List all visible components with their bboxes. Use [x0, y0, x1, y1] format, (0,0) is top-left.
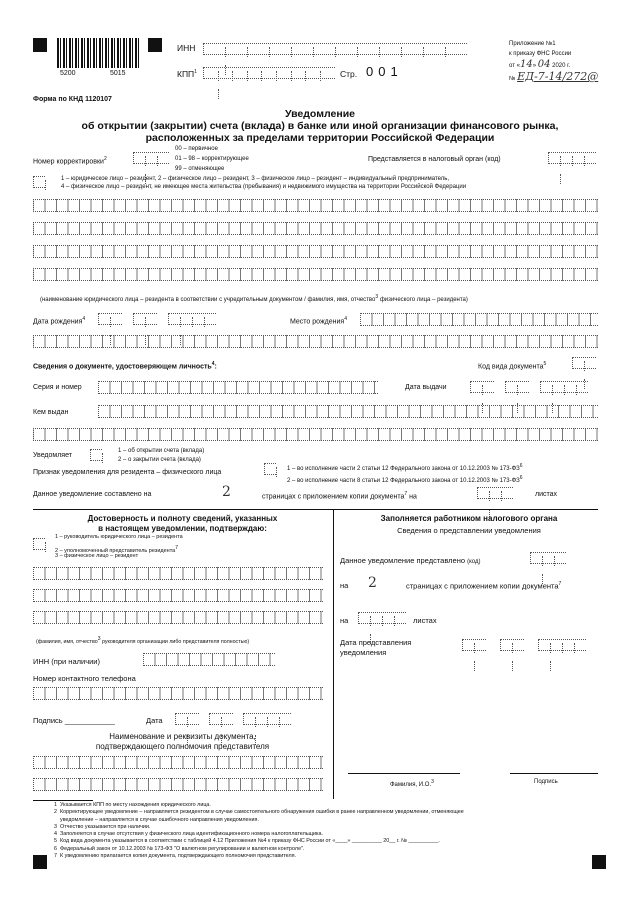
- presentation-date-day[interactable]: [462, 639, 486, 651]
- right-on-label: на: [340, 581, 349, 590]
- birth-place-row[interactable]: [33, 335, 598, 348]
- tax-authority-label: Представляется в налоговый орган (код): [368, 156, 501, 163]
- presentation-date-month[interactable]: [500, 639, 524, 651]
- birth-place-label: Место рождения$^4$: [290, 316, 347, 326]
- name-caption: (наименование юридического лица – резидента в соответствии с учредительным документом / фамилия, имя, отчество$^3$ физического лица – резидента): [40, 294, 468, 303]
- corner-marker-top-right: [148, 38, 162, 52]
- fio-row[interactable]: [33, 611, 323, 624]
- left-date-year[interactable]: [243, 713, 291, 725]
- correction-label: Номер корректировки$^2$: [33, 156, 107, 166]
- notify-sign-cell[interactable]: [264, 463, 276, 475]
- footnote-divider: [33, 800, 93, 801]
- right-sheets-cells[interactable]: [358, 612, 406, 624]
- left-date-month[interactable]: [209, 713, 233, 725]
- kpp-cells[interactable]: [203, 67, 335, 79]
- name-row[interactable]: [33, 268, 598, 281]
- birth-place-row[interactable]: [360, 313, 598, 326]
- left-date-label: Дата: [146, 716, 163, 725]
- person-type-cell[interactable]: [33, 176, 45, 188]
- corner-marker-top-left: [33, 38, 47, 52]
- issue-date-day[interactable]: [470, 381, 494, 393]
- barcode-number-left: 5200: [60, 70, 76, 77]
- issued-by-row[interactable]: [98, 405, 598, 418]
- fio-label: Фамилия, И.О.$^3$: [390, 779, 434, 788]
- name-row[interactable]: [33, 199, 598, 212]
- right-on-label-2: на: [340, 616, 349, 625]
- confirm-opt-3: 3 – физическое лицо – резидент: [55, 553, 139, 559]
- footnote-2-cont: уведомление – направляется в случае ошибочного направления уведомления.: [60, 816, 259, 823]
- tax-worker-title: Заполняется работником налогового органа: [380, 514, 558, 523]
- tax-authority-cells[interactable]: [548, 152, 596, 164]
- footnote-7: 7 К уведомлению прилагается копия документа, подтверждающего полномочия представителя.: [54, 853, 297, 860]
- right-pages-text: страницах с приложением копии документа$^7$: [406, 581, 562, 591]
- confirm-opt-2: 2 – уполномоченный представитель резидента7: [55, 545, 178, 554]
- column-divider: [333, 509, 334, 799]
- fio-signature-line: [348, 773, 460, 774]
- annex-line-1: Приложение №1: [509, 41, 556, 47]
- section-divider: [33, 509, 598, 510]
- birth-date-day[interactable]: [98, 313, 122, 325]
- birth-date-year[interactable]: [168, 313, 216, 325]
- inn-label: ИНН: [177, 43, 196, 53]
- right-sheets-label: листах: [413, 616, 437, 625]
- birth-date-month[interactable]: [133, 313, 157, 325]
- series-number-label: Серия и номер: [33, 384, 82, 391]
- name-row[interactable]: [33, 222, 598, 235]
- kpp-label: КПП$^1$: [177, 69, 197, 79]
- presentation-date-year[interactable]: [538, 639, 586, 651]
- correction-opt-2: 01 – 98 – корректирующее: [175, 156, 249, 162]
- left-inn-row[interactable]: [143, 653, 275, 666]
- order-number: № ЕД-7-14/272@: [509, 70, 599, 83]
- notify-sign-label: Признак уведомления для резидента – физического лица: [33, 469, 222, 476]
- tax-worker-subtitle: Сведения о представлении уведомления: [397, 526, 541, 535]
- pages-value[interactable]: 2: [222, 484, 231, 500]
- sheets-label: листах: [535, 491, 558, 498]
- footnotes: [54, 802, 600, 860]
- person-types-line-2: 4 – физическое лицо – резидент, не имеющее места жительства (пребывания) и недвижимого имущества на территории Российской Федерации: [61, 184, 467, 190]
- inn-cells[interactable]: [203, 43, 467, 55]
- confirm-title-2: в настоящем уведомлении, подтверждаю:: [98, 524, 267, 533]
- series-number-row[interactable]: [98, 381, 378, 394]
- order-date: от «14» 04 2020 г.: [509, 59, 571, 70]
- signature-label: Подпись ____________: [33, 716, 115, 725]
- pages-label: Данное уведомление составлено на: [33, 491, 152, 498]
- confirm-role-cell[interactable]: [33, 538, 45, 550]
- birth-date-label: Дата рождения$^4$: [33, 316, 86, 326]
- left-inn-label: ИНН (при наличии): [33, 657, 100, 666]
- presentation-date-label-2: уведомления: [340, 648, 387, 657]
- doc-type-label: Код вида документа$^5$: [478, 361, 547, 371]
- right-pages-value[interactable]: 2: [368, 575, 377, 591]
- correction-opt-3: 99 – отменяющее: [175, 166, 225, 172]
- issued-by-label: Кем выдан: [33, 409, 69, 416]
- correction-cells[interactable]: [133, 152, 169, 164]
- issue-date-year[interactable]: [540, 381, 588, 393]
- title-line-1: Уведомление: [284, 108, 355, 120]
- notify-sign-1: 1 – во исполнение части 2 статьи 12 Федерального закона от 10.12.2003 № $173-ФЗ^6$: [287, 463, 523, 472]
- notify-cell[interactable]: [90, 449, 102, 461]
- attachment-sheets-cells[interactable]: [477, 487, 513, 499]
- confirm-title-1: Достоверность и полноту сведений, указанных: [87, 514, 278, 523]
- correction-opt-1: 00 – первичное: [175, 146, 218, 152]
- doc-type-cells[interactable]: [572, 357, 596, 369]
- confirm-opt-1: 1 – руководитель юридического лица – резидента: [55, 534, 183, 540]
- barcode-number-right: 5015: [110, 70, 126, 77]
- corner-marker-bottom-left: [33, 855, 47, 869]
- presentation-date-label-1: Дата представления: [340, 638, 412, 647]
- issued-by-row[interactable]: [33, 428, 598, 441]
- annex-line-2: к приказу ФНС России: [509, 51, 572, 57]
- presented-label: Данное уведомление представлено (код): [340, 556, 481, 565]
- id-doc-title: Сведения о документе, удостоверяющем личность$^4$:: [33, 361, 217, 371]
- form-code: Форма по КНД 1120107: [33, 96, 112, 103]
- rep-row[interactable]: [33, 756, 323, 769]
- fio-row[interactable]: [33, 567, 323, 580]
- person-types-line-1: 1 – юридическое лицо – резидент, 2 – физическое лицо – резидент, 3 – физическое лицо – резидент – индивидуальный предприниматель,: [61, 176, 450, 182]
- rep-title-2: подтверждающего полномочия представителя: [95, 742, 270, 751]
- footnote-4: 4 Заполняется в случае отсутствия у физического лица идентификационного номера налогоплательщика.: [54, 831, 323, 838]
- fio-row[interactable]: [33, 589, 323, 602]
- page-label: Стр.: [340, 69, 358, 79]
- rep-title-1: Наименование и реквизиты документа,: [109, 732, 256, 741]
- footnote-6: 6 Федеральный закон от 10.12.2003 № 173-ФЗ "О валютном регулировании и валютном контроле".: [54, 845, 305, 852]
- signature-line: [510, 773, 598, 774]
- footnote-2: 2 Корректирующее уведомление – направляется резидентом в случае самостоятельного обнаружения ошибки в ранее направленном уведомлении, отменяющее: [54, 809, 464, 816]
- presented-code-cells[interactable]: [530, 552, 566, 564]
- pages-text: страницах с приложением копии документа$^7$ на: [262, 491, 417, 501]
- barcode: [57, 38, 139, 68]
- title-line-2: об открытии (закрытии) счета (вклада) в банке или иной организации финансового рынка,: [81, 120, 559, 132]
- footnote-3: 3 Отчество указывается при наличии.: [54, 823, 151, 830]
- name-row[interactable]: [33, 245, 598, 258]
- notify-label: Уведомляет: [33, 452, 72, 459]
- issue-date-label: Дата выдачи: [405, 384, 447, 391]
- notify-opt-1: 1 – об открытии счета (вклада): [118, 448, 205, 454]
- title-line-3: расположенных за пределами территории Российской Федерации: [145, 132, 495, 144]
- rep-row[interactable]: [33, 778, 323, 791]
- footnote-1: 1 Указывается КПП по месту нахождения юридического лица.: [54, 802, 211, 808]
- phone-row[interactable]: [33, 687, 323, 700]
- right-sign-label: Подпись: [534, 779, 558, 785]
- footnote-5: 5 Код вида документа указывается в соответствии с таблицей 4.12 Приложения №4 к приказу ФНС России от «____» __________ 20__ г. № __________.: [54, 838, 440, 845]
- page-number: 001: [366, 64, 403, 79]
- fio-caption: (фамилия, имя, отчество3 руководителя организации либо представителя полностью): [36, 636, 250, 645]
- left-date-day[interactable]: [175, 713, 199, 725]
- notify-sign-2: 2 – во исполнение части 8 статьи 12 Федерального закона от 10.12.2003 № $173-ФЗ^6$: [287, 475, 523, 484]
- notify-opt-2: 2 – о закрытии счета (вклада): [118, 457, 201, 463]
- issue-date-month[interactable]: [505, 381, 529, 393]
- phone-label: Номер контактного телефона: [33, 674, 136, 683]
